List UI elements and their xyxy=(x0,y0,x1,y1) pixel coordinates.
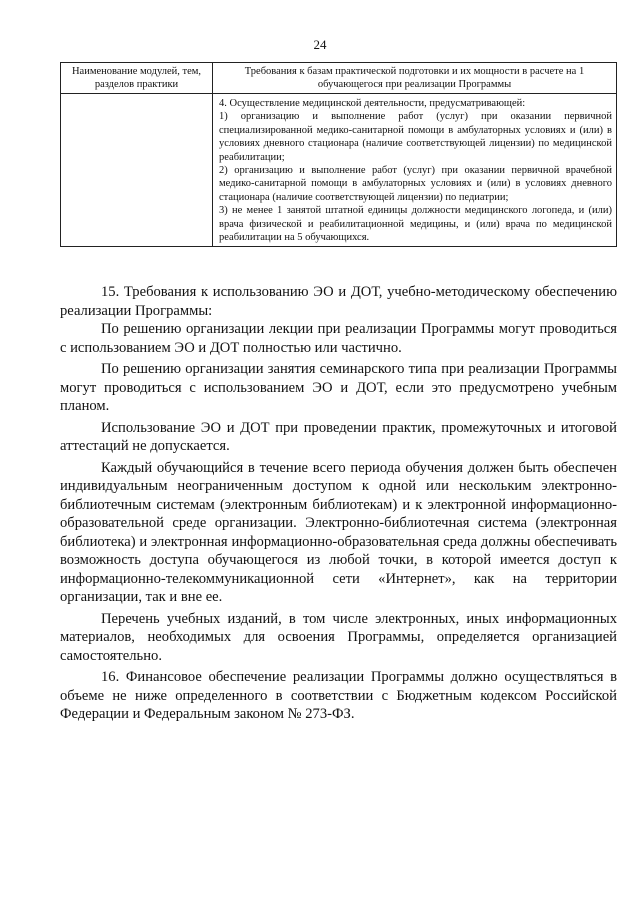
paragraph-section-15: 15. Требования к использованию ЭО и ДОТ, учебно-методическому обеспечению реализации Программы: xyxy=(60,284,617,319)
practice-requirements-table xyxy=(60,62,617,247)
paragraph: По решению организации лекции при реализации Программы могут проводиться с использованием ЭО и ДОТ полностью или частично. xyxy=(60,321,617,356)
paragraph: Каждый обучающийся в течение всего периода обучения должен быть обеспечен индивидуальным неограниченным доступом к одной или нескольким электронно-библиотечным системам (электронным библиотекам) и к электронной информационно-образовательной среде организации. Электронно-библиотечная система (электронная библиотека) и электронная информационно-образовательная среда должны обеспечивать возможность доступа обучающегося из любой точки, в которой имеется доступ к информационно-телекоммуникационной сети «Интернет», как на территории организации, так и вне ее. xyxy=(60,459,617,605)
module-cell xyxy=(61,94,213,247)
requirement-line: 1) организацию и выполнение работ (услуг) при оказании первичной специализированной медико-санитарной помощи в амбулаторных условиях и (или) в условиях дневного стационара (наличие соответствующей лицензии) по медицинской реабилитации; xyxy=(219,111,612,163)
table-header-row xyxy=(61,63,617,94)
requirements-cell xyxy=(213,94,617,247)
requirement-line: 2) организацию и выполнение работ (услуг) при оказании первичной врачебной медико-санитарной помощи в амбулаторных условиях и (или) в условиях дневного стационара (наличие соответствующей лицензии) по педиатрии; xyxy=(219,165,612,203)
column-header-modules: Наименование модулей, тем, разделов практики xyxy=(61,63,213,94)
requirement-line: 4. Осуществление медицинской деятельности, предусматривающей: xyxy=(219,98,526,109)
paragraph-section-16: 16. Финансовое обеспечение реализации Программы должно осуществляться в объеме не ниже определенного в соответствии с Бюджетным кодексом Российской Федерации и Федеральным законом № 273-ФЗ. xyxy=(60,669,617,722)
column-header-requirements: Требования к базам практической подготовки и их мощности в расчете на 1 обучающегося при реализации Программы xyxy=(213,63,617,94)
requirement-line: 3) не менее 1 занятой штатной единицы должности медицинского логопеда, и (или) врача физической и реабилитационной медицины, и (или) врача по медицинской реабилитации на 5 обучающихся. xyxy=(219,205,612,244)
paragraph: Использование ЭО и ДОТ при проведении практик, промежуточных и итоговой аттестаций не допускается. xyxy=(60,419,617,454)
paragraph: Перечень учебных изданий, в том числе электронных, иных информационных материалов, необходимых для освоения Программы, определяется организацией самостоятельно. xyxy=(60,610,617,664)
paragraph: По решению организации занятия семинарского типа при реализации Программы могут проводиться с использованием ЭО и ДОТ, если это предусмотрено учебным планом. xyxy=(60,361,617,414)
page-number: 24 xyxy=(313,37,327,52)
document-body xyxy=(60,283,617,724)
table-row xyxy=(61,94,617,247)
